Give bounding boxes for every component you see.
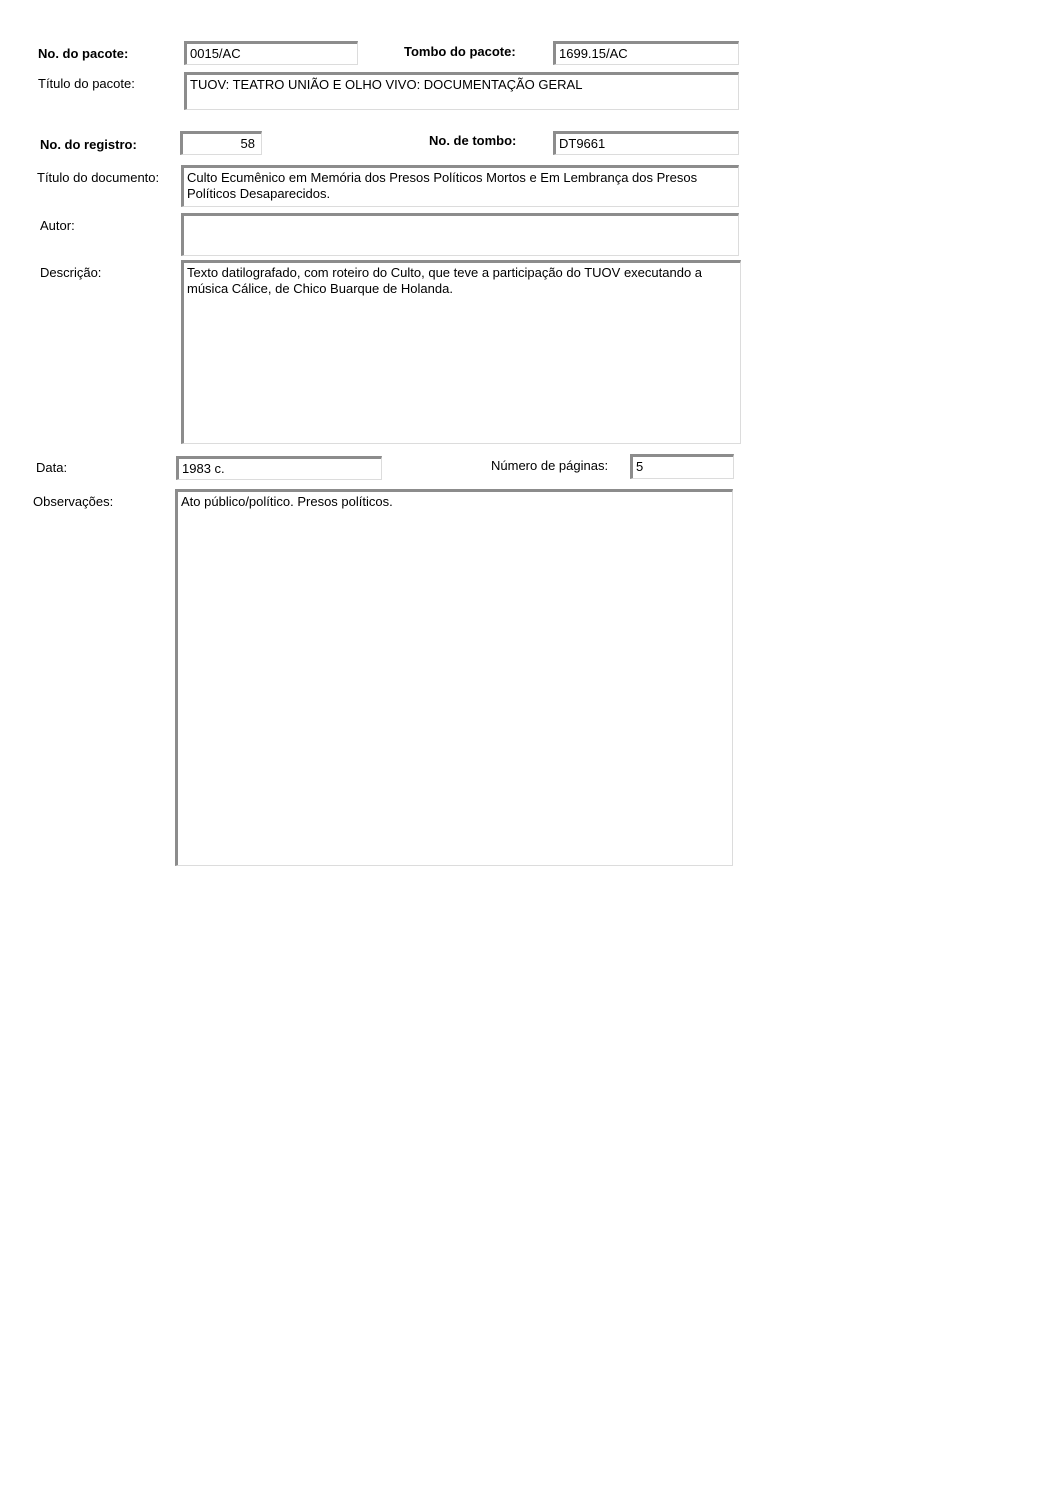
- descricao-field[interactable]: Texto datilografado, com roteiro do Culto, que teve a participação do TUOV executando a música Cálice, de Chico Buarque de Holanda.: [181, 260, 741, 444]
- autor-label: Autor:: [40, 218, 75, 233]
- no-pacote-field[interactable]: 0015/AC: [184, 41, 358, 65]
- titulo-pacote-field[interactable]: TUOV: TEATRO UNIÃO E OLHO VIVO: DOCUMENTAÇÃO GERAL: [184, 72, 739, 110]
- no-tombo-field[interactable]: DT9661: [553, 131, 739, 155]
- tombo-pacote-field[interactable]: 1699.15/AC: [553, 41, 739, 65]
- tombo-pacote-label: Tombo do pacote:: [404, 44, 516, 59]
- data-label: Data:: [36, 460, 68, 475]
- titulo-documento-label: Título do documento:: [37, 170, 160, 185]
- observacoes-field[interactable]: Ato público/político. Presos políticos.: [175, 489, 733, 866]
- titulo-pacote-label: Título do pacote:: [38, 76, 135, 91]
- numero-paginas-label: Número de páginas:: [491, 458, 609, 473]
- titulo-documento-field[interactable]: Culto Ecumênico em Memória dos Presos Políticos Mortos e Em Lembrança dos Presos Políticos Desaparecidos.: [181, 165, 739, 207]
- no-tombo-label: No. de tombo:: [429, 133, 517, 148]
- observacoes-label: Observações:: [33, 494, 114, 509]
- no-registro-field[interactable]: 58: [180, 131, 262, 155]
- no-registro-label: No. do registro:: [40, 137, 137, 152]
- descricao-label: Descrição:: [40, 265, 102, 280]
- data-field[interactable]: 1983 c.: [176, 456, 382, 480]
- no-pacote-label: No. do pacote:: [38, 46, 129, 61]
- autor-field[interactable]: [181, 213, 739, 256]
- numero-paginas-field[interactable]: 5: [630, 454, 734, 479]
